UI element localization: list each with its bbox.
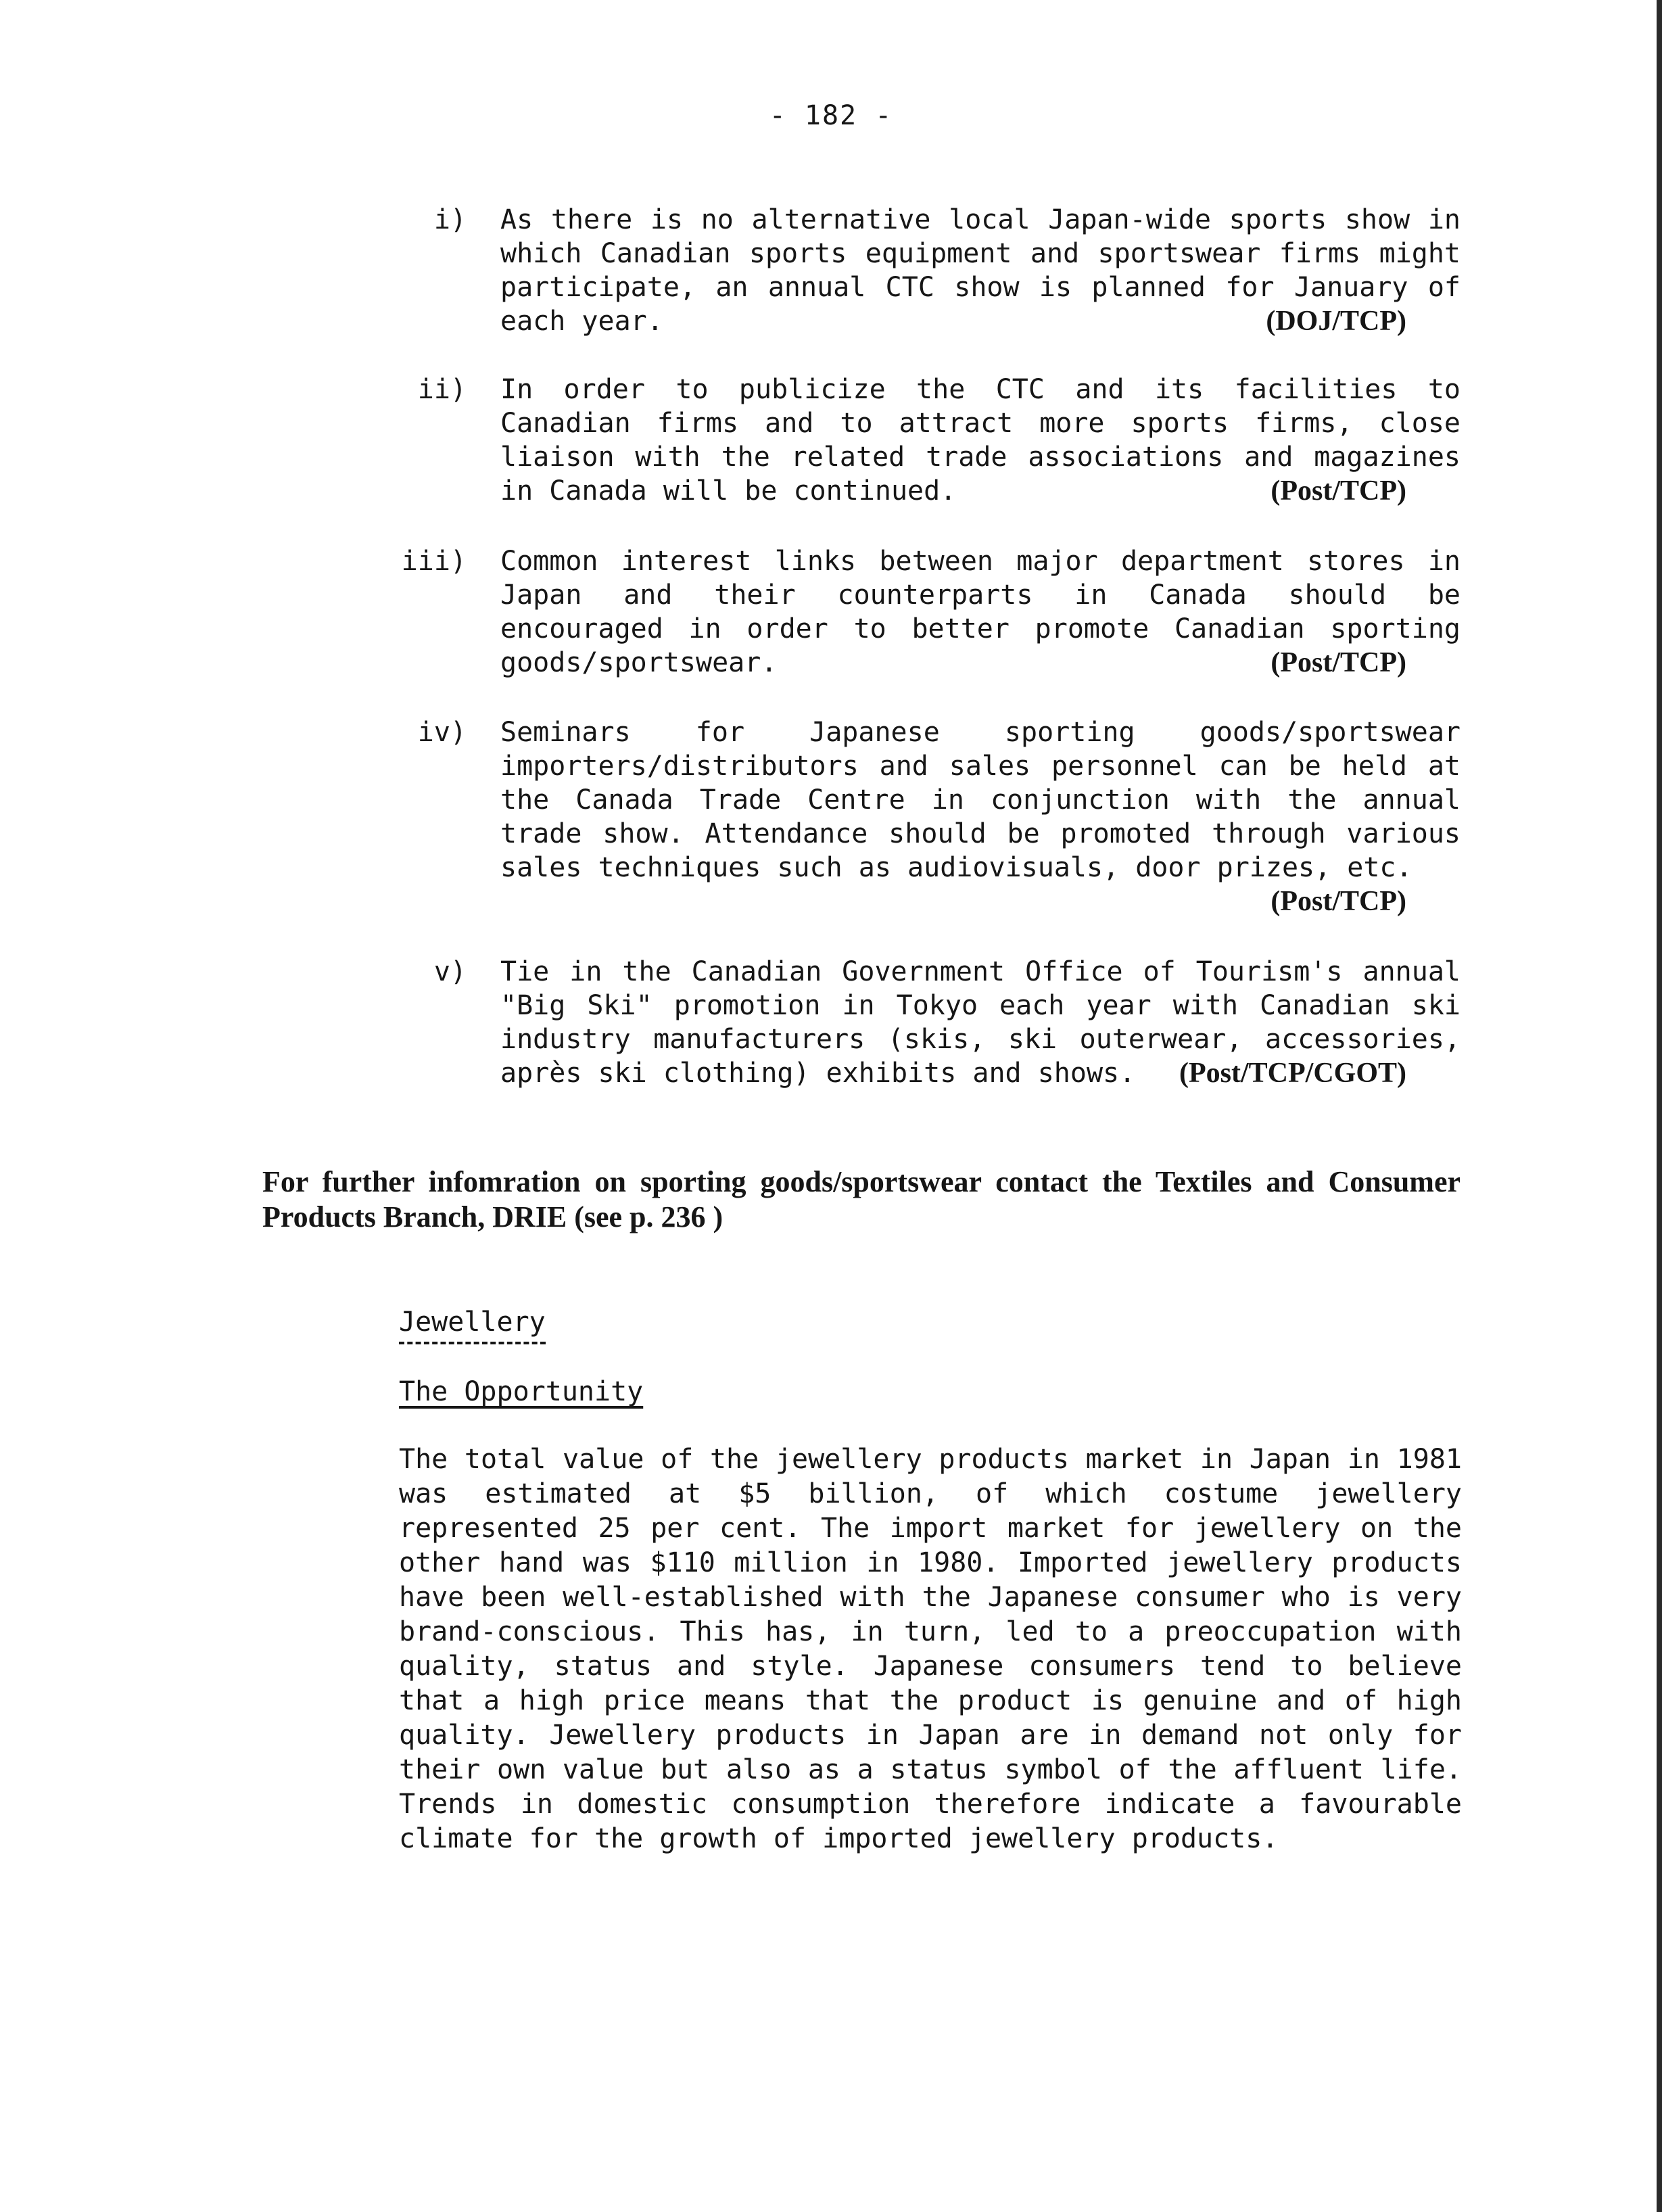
page-number: - 182 -	[769, 100, 893, 131]
body-paragraph: The total value of the jewellery products market in Japan in 1981 was estimated at $5 billion, of which costume jewellery represented 25 per cent. The import market for jewellery on the other hand was $110 million in 1980. Imported jewellery products have been well-established with the Japanese consumer who is very brand-conscious. This has, in turn, led to a preoccupation with quality, status and style. Japanese consumers tend to believe that a high price means that the product is genuine and of high quality. Jewellery products in Japan are in demand not only for their own value but also as a status symbol of the affluent life. Trends in domestic consumption therefore indicate a favourable climate for the growth of imported jewellery products.	[399, 1444, 1462, 1854]
responsibility-reference: (Post/TCP)	[1271, 647, 1406, 678]
list-item-body	[500, 544, 1461, 680]
subsection-heading: The Opportunity	[399, 1376, 644, 1407]
list-item-number: i)	[433, 204, 467, 235]
list-item-number: iii)	[401, 546, 467, 577]
contact-note: For further infomration on sporting goods/sportswear contact the Textiles and Consumer Products Branch, DRIE (see p. 236 )	[262, 1165, 1461, 1233]
list-item-text: As there is no alternative local Japan-wide sports show in which Canadian sports equipment and sportswear firms might participate, an annual CTC show is planned for January of each year.	[500, 204, 1461, 337]
list-item-number: ii)	[417, 374, 467, 405]
list-item-number: v)	[433, 956, 467, 987]
list-item-body	[500, 203, 1461, 338]
list-item-body	[500, 715, 1461, 918]
scan-edge	[1657, 0, 1662, 2212]
responsibility-reference: (Post/TCP)	[1271, 886, 1406, 917]
list-item-number: iv)	[417, 717, 467, 748]
list-item-text: Tie in the Canadian Government Office of Tourism's annual "Big Ski" promotion in Tokyo each year with Canadian ski industry manufacturers (skis, ski outerwear, accessories, après ski clothing) exhibits and shows.	[500, 956, 1461, 1089]
list-item-text: In order to publicize the CTC and its facilities to Canadian firms and to attract more sports firms, close liaison with the related trade associations and magazines in Canada will be continued.	[500, 374, 1461, 507]
section-heading: Jewellery	[399, 1305, 546, 1344]
list-item-body	[500, 955, 1461, 1090]
list-item-text: Common interest links between major department stores in Japan and their counterparts in Canada should be encouraged in order to better promote Canadian sporting goods/sportswear.	[500, 546, 1461, 678]
list-item-body	[500, 373, 1461, 508]
responsibility-reference: (Post/TCP/CGOT)	[1179, 1058, 1406, 1089]
responsibility-reference: (Post/TCP)	[1271, 475, 1406, 507]
responsibility-reference: (DOJ/TCP)	[1266, 306, 1406, 337]
list-item-text: Seminars for Japanese sporting goods/sportswear importers/distributors and sales personnel can be held at the Canada Trade Centre in conjunction with the annual trade show. Attendance should be promoted through various sales techniques such as audiovisuals, door prizes, etc.	[500, 717, 1461, 883]
